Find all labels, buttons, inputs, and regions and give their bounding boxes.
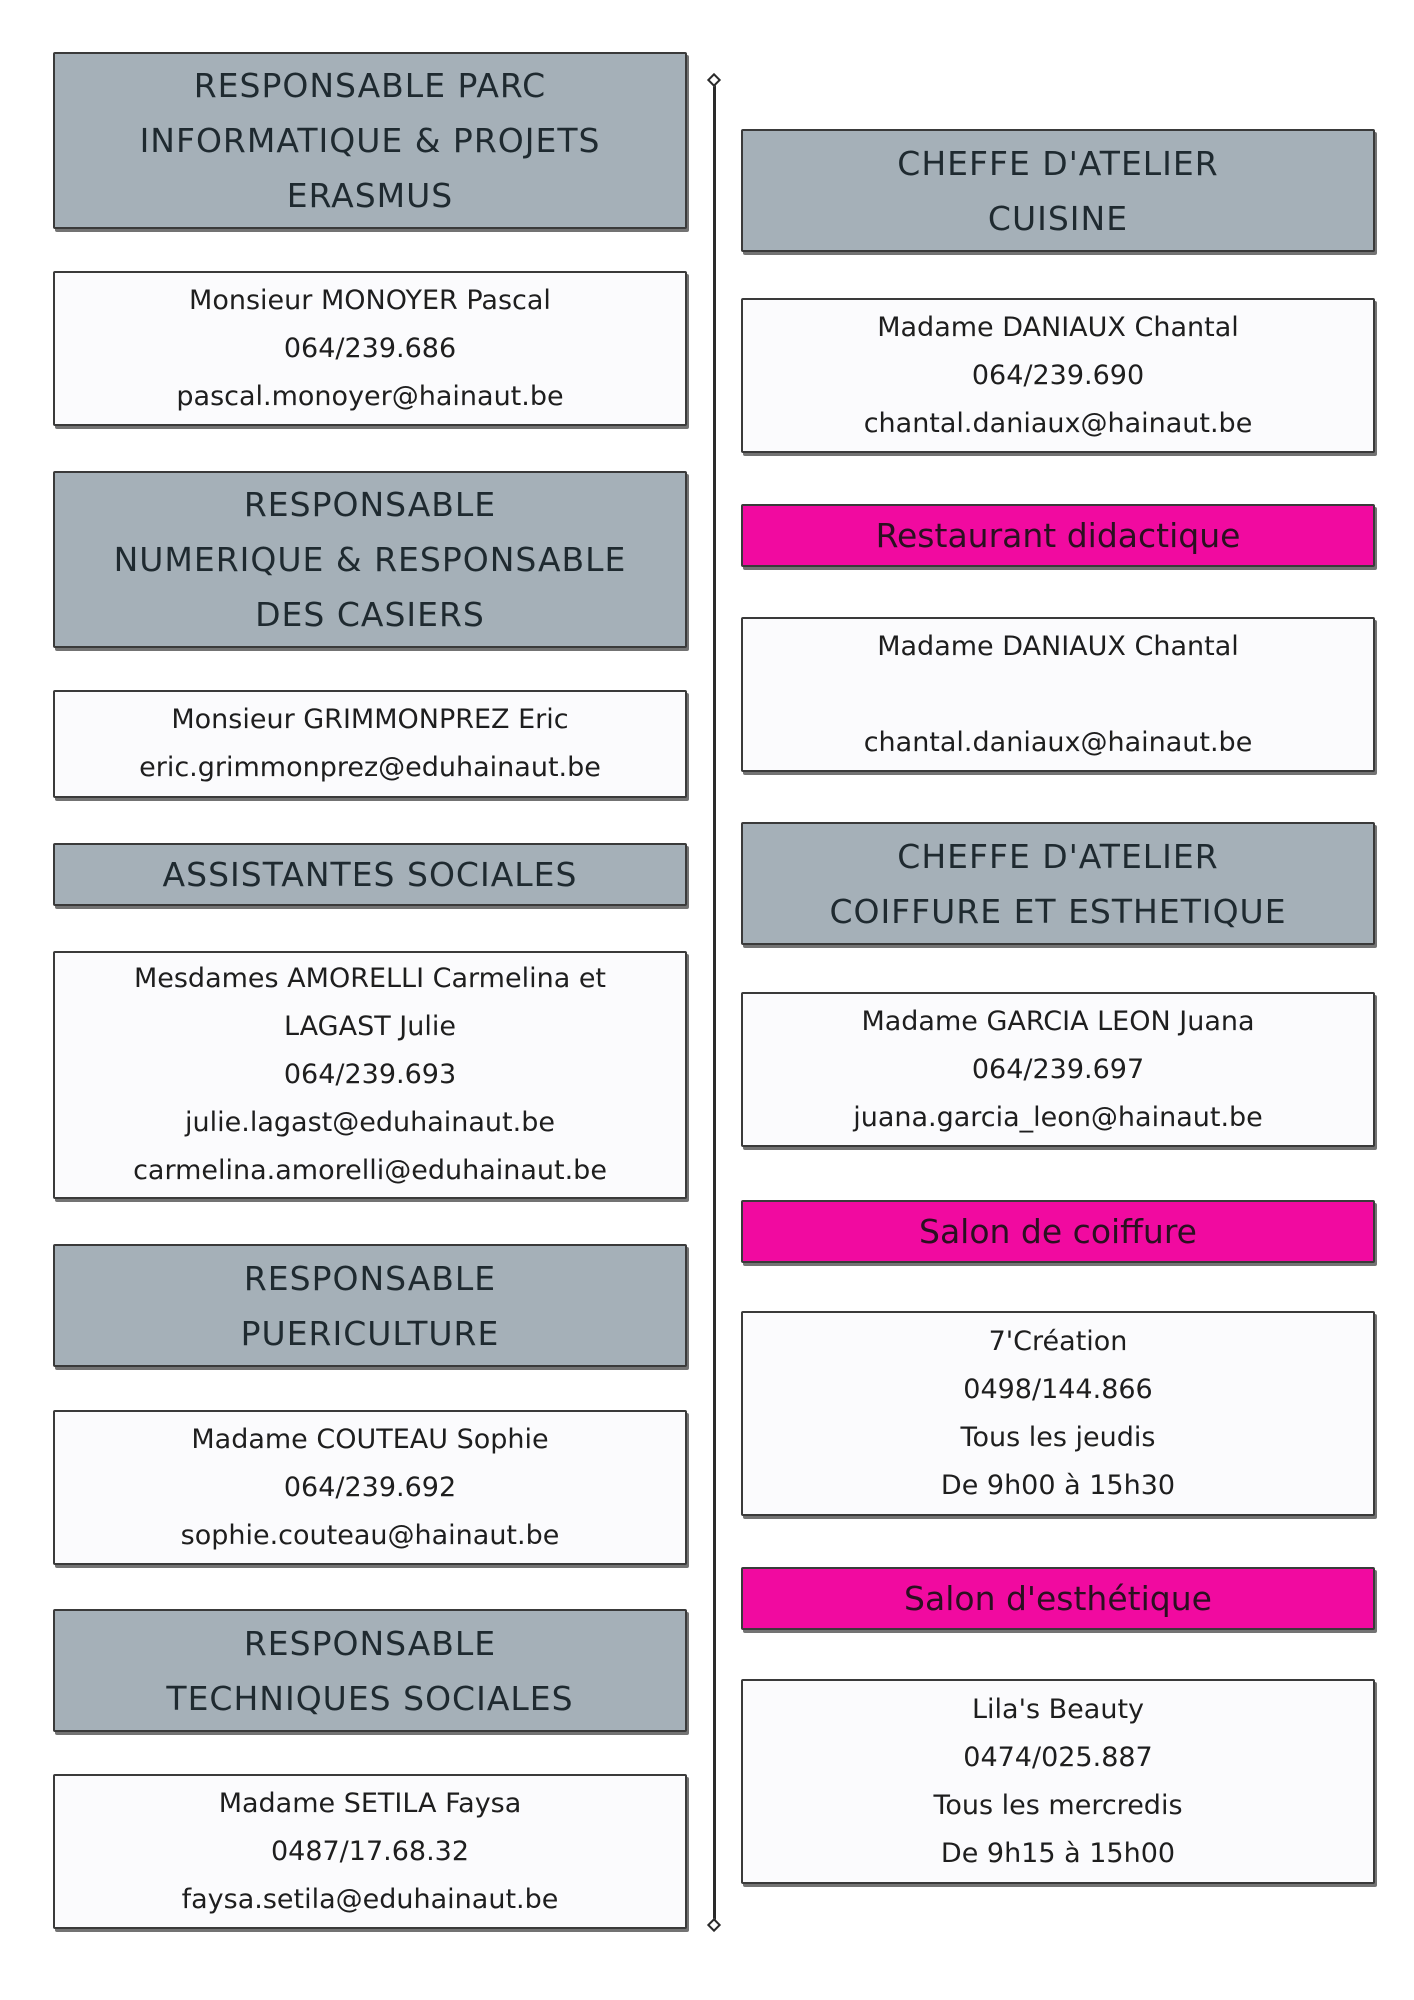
numerique-contact-box: [53, 690, 687, 798]
salon-coiffure-label-box: [741, 1200, 1375, 1263]
assistantes-email-carmelina[interactable]: carmelina.amorelli@eduhainaut.be: [133, 1155, 607, 1186]
puericulture-contact-box: [53, 1410, 687, 1565]
restaurant-person: Madame DANIAUX Chantal: [877, 630, 1239, 662]
techniques-title-line: TECHNIQUES SOCIALES: [166, 1678, 574, 1718]
assistantes-phone[interactable]: 064/239.693: [283, 1059, 457, 1090]
puericulture-title-line: RESPONSABLE: [243, 1258, 497, 1298]
salon-esthetique-days: Tous les mercredis: [933, 1789, 1183, 1821]
salon-coiffure-name: 7'Création: [988, 1325, 1128, 1357]
cuisine-phone[interactable]: 064/239.690: [971, 359, 1145, 391]
parc-person: Monsieur MONOYER Pascal: [189, 284, 551, 316]
parc-title-line: INFORMATIQUE & PROJETS: [139, 121, 601, 160]
numerique-title-line: RESPONSABLE: [243, 485, 497, 524]
cuisine-title-line: CUISINE: [987, 198, 1129, 238]
restaurant-label: Restaurant didactique: [875, 515, 1241, 555]
parc-email[interactable]: pascal.monoyer@hainaut.be: [176, 380, 564, 412]
assistantes-title-line: ASSISTANTES SOCIALES: [162, 855, 578, 894]
coiffure-title-line: CHEFFE D'ATELIER: [897, 836, 1219, 876]
techniques-title-line: RESPONSABLE: [243, 1623, 497, 1663]
techniques-phone[interactable]: 0487/17.68.32: [270, 1835, 470, 1867]
parc-title-box: [53, 52, 687, 229]
coiffure-contact-box: [741, 992, 1375, 1147]
coiffure-title-line: COIFFURE ET ESTHETIQUE: [829, 891, 1287, 931]
techniques-person: Madame SETILA Faysa: [218, 1787, 522, 1819]
salon-esthetique-phone[interactable]: 0474/025.887: [963, 1741, 1153, 1773]
parc-phone[interactable]: 064/239.686: [283, 332, 457, 364]
techniques-contact-box: [53, 1774, 687, 1929]
numerique-person: Monsieur GRIMMONPREZ Eric: [171, 704, 569, 735]
assistantes-title-box: [53, 843, 687, 906]
puericulture-person: Madame COUTEAU Sophie: [191, 1423, 549, 1455]
salon-coiffure-days: Tous les jeudis: [960, 1421, 1156, 1453]
coiffure-phone[interactable]: 064/239.697: [971, 1053, 1145, 1085]
salon-esthetique-hours: De 9h15 à 15h00: [940, 1837, 1176, 1869]
assistantes-email-julie[interactable]: julie.lagast@eduhainaut.be: [185, 1107, 555, 1138]
salon-esthetique-label: Salon d'esthétique: [904, 1578, 1212, 1618]
salon-esthetique-name: Lila's Beauty: [971, 1693, 1145, 1725]
salon-coiffure-phone[interactable]: 0498/144.866: [963, 1373, 1153, 1405]
puericulture-title-box: [53, 1244, 687, 1367]
assistantes-person-line2: LAGAST Julie: [284, 1011, 456, 1042]
restaurant-email[interactable]: chantal.daniaux@hainaut.be: [863, 726, 1253, 758]
assistantes-person-line1: Mesdames AMORELLI Carmelina et: [133, 963, 607, 994]
puericulture-title-line: PUERICULTURE: [240, 1313, 500, 1353]
cuisine-person: Madame DANIAUX Chantal: [877, 311, 1239, 343]
cuisine-title-box: [741, 129, 1375, 252]
divider-bottom-ornament: [707, 1918, 721, 1932]
salon-esthetique-label-box: [741, 1567, 1375, 1630]
salon-coiffure-hours: De 9h00 à 15h30: [940, 1469, 1176, 1501]
puericulture-phone[interactable]: 064/239.692: [283, 1471, 457, 1503]
numerique-email[interactable]: eric.grimmonprez@eduhainaut.be: [139, 752, 601, 783]
cuisine-title-line: CHEFFE D'ATELIER: [897, 143, 1219, 183]
salon-coiffure-label: Salon de coiffure: [919, 1211, 1197, 1251]
divider-top-ornament: [707, 73, 721, 87]
cuisine-contact-box: [741, 298, 1375, 453]
numerique-title-line: NUMERIQUE & RESPONSABLE: [113, 540, 627, 579]
salon-coiffure-box: [741, 1311, 1375, 1516]
column-divider: [713, 80, 716, 1925]
coiffure-title-box: [741, 822, 1375, 945]
numerique-title-line: DES CASIERS: [255, 595, 485, 634]
numerique-title-box: [53, 471, 687, 648]
coiffure-email[interactable]: juana.garcia_leon@hainaut.be: [853, 1101, 1263, 1133]
parc-title-line: ERASMUS: [286, 176, 454, 215]
parc-contact-box: [53, 271, 687, 426]
restaurant-label-box: [741, 504, 1375, 567]
salon-esthetique-box: [741, 1679, 1375, 1884]
parc-title-line: RESPONSABLE PARC: [193, 66, 547, 105]
cuisine-email[interactable]: chantal.daniaux@hainaut.be: [863, 407, 1253, 439]
techniques-email[interactable]: faysa.setila@eduhainaut.be: [181, 1883, 559, 1915]
restaurant-contact-box: [741, 617, 1375, 772]
coiffure-person: Madame GARCIA LEON Juana: [861, 1005, 1255, 1037]
techniques-title-box: [53, 1609, 687, 1732]
puericulture-email[interactable]: sophie.couteau@hainaut.be: [180, 1519, 560, 1551]
assistantes-contact-box: [53, 951, 687, 1199]
